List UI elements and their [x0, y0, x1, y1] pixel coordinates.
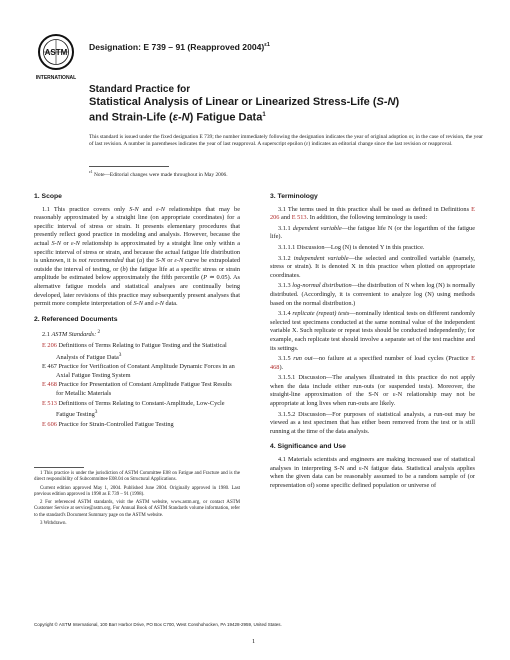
title-line-2: Statistical Analysis of Linear or Linearized Stress-Life (S-N) — [89, 96, 400, 108]
divider — [89, 166, 169, 167]
practice-link-e468[interactable]: E 468 — [270, 355, 476, 371]
right-column — [270, 193, 475, 492]
reference-code: E 467 — [42, 363, 57, 371]
footnote-3: 3 Withdrawn. — [40, 521, 67, 527]
designation: Designation: E 739 – 91 (Reapproved 2004)$^{\varepsilon 1}$ — [89, 42, 270, 52]
term-3-1-5-2: 3.1.5.2 Discussion—For purposes of statistical analysis, a run-out may be viewed as a test specimen that has either been removed from the test or is still running at the time of the data analysis. — [270, 410, 475, 435]
reference-item: E 468 Practice for Presentation of Constant Amplitude Fatigue Test Results for Metallic Materials — [42, 381, 232, 398]
footnote-1: 1 This practice is under the jurisdiction of ASTM Committee E08 on Fatigue and Fracture and is the direct responsibility of Subcommittee E08.04 on Structural Applications. — [34, 471, 240, 483]
footnote-divider — [34, 467, 84, 468]
reference-item: E 467 Practice for Verification of Constant Amplitude Dynamic Forces in an Axial Fatigue Testing System — [42, 363, 235, 379]
astm-logo-icon — [34, 32, 78, 82]
logo-text: INTERNATIONAL — [35, 75, 77, 81]
astm-standards-label: 2.1 ASTM Standards: $^2$ — [42, 329, 101, 339]
footnote-2: 2 For referenced ASTM standards, visit the ASTM website, www.astm.org, or contact ASTM Customer Service at service@astm.org. For Annual Book of ASTM Standards volume information, refer to the standard's Document Summary page on the ASTM website. — [34, 500, 240, 518]
title-line-3: and Strain-Life (ε-N) Fatigue Data$^1$ — [89, 111, 266, 124]
term-3-1-4: 3.1.4 replicate (repeat) tests—nominally identical tests on different randomly selected test specimens conducted at the same nominal value of the independent variable X. Such replicate or repeat tests should be conducted independently; for example, each replicate test should involve a separate set of the test machine and its settings. — [270, 310, 475, 352]
title-line-1: Standard Practice for — [89, 84, 191, 95]
reference-link[interactable]: E 513 — [42, 399, 57, 407]
reference-item: E 513 Definitions of Terms Relating to Constant-Amplitude, Low-Cycle Fatigue Testing$^3$ — [42, 399, 225, 419]
issued-statement: This standard is issued under the fixed designation E 739; the number immediately following the designation indicates the year of original adoption or, in the case of revision, the year of last revision. A number in parentheses indicates the year of last reapproval. A superscript epsilon (ε) indicates an editorial change since the last revision or reapproval. — [89, 134, 483, 147]
epsilon-note: $^{\varepsilon 1}$ Note—Editorial changes were made throughout in May 2006. — [89, 169, 228, 178]
scope-heading: 1. Scope — [34, 193, 62, 200]
term-3-1-2: 3.1.2 independent variable—the selected and controlled variable (namely, stress or strain). It is denoted X in this practice when plotted on appropriate coordinates. — [270, 254, 475, 279]
footnotes — [34, 471, 240, 529]
footnote-1-edition: Current edition approved May 1, 2004. Published June 2004. Originally approved in 1980. Last previous edition approved in 1998 as E 739 – 91 (1998). — [34, 485, 240, 497]
reference-link[interactable]: E 606 — [42, 420, 57, 428]
svg-text:ASTM: ASTM — [44, 48, 68, 57]
term-3-1-1-1: 3.1.1.1 Discussion—Log (N) is denoted Y in this practice. — [278, 243, 425, 251]
term-3-1: 3.1 The terms used in this practice shall be used as defined in Definitions E 206 and E 513. In addition, the following terminology is used: — [270, 205, 475, 222]
term-3-1-1: 3.1.1 dependent variable—the fatigue life N (or the logarithm of the fatigue life). — [270, 224, 475, 241]
reference-link[interactable]: E 206 — [42, 342, 57, 349]
reference-item: E 606 Practice for Strain-Controlled Fatigue Testing — [42, 420, 174, 428]
reference-list — [34, 342, 240, 430]
page-number: 1 — [252, 638, 256, 645]
title-block — [89, 84, 489, 125]
significance-heading: 4. Significance and Use — [270, 443, 346, 451]
left-column — [34, 193, 240, 431]
term-3-1-5-1: 3.1.5.1 Discussion—The analyses illustrated in this practice do not apply when the data include either run-outs (or suspended tests). Moreover, the straight-line approximation of the S-N or ε-N relationship may not be appropriate at long lives when run-outs are likely. — [270, 374, 475, 408]
term-3-1-5: 3.1.5 run out—no failure at a specified number of load cycles (Practice E 468). — [270, 355, 476, 371]
scope-paragraph: 1.1 This practice covers only S-N and ε-N relationships that may be reasonably approximated by a straight line (on appropriate coordinates) for a specific interval of stress or strain. It presents elementary procedures that presently reflect good practice in modeling and analysis. However, because the actual S-N or ε-N relationship is approximated by a straight line only within a specific interval of stress or strain, and because the actual fatigue life distribution is unknown, it is not recommended that (a) the S-N or ε-N curve be extrapolated outside the interval of testing, or (b) the fatigue life at a specific stress or strain amplitude be estimated below approximately the fifth percentile (P ≃ 0.05). As alternative fatigue models and statistical analyses are continually being developed, later revisions of this practice may subsequently present analyses that permit more complete interpretation of S-N and ε-N data. — [34, 205, 241, 308]
definition-link-e206[interactable]: E 206 — [270, 205, 475, 222]
significance-paragraph: 4.1 Materials scientists and engineers are making increased use of statistical analyses in interpreting S-N and ε-N fatigue data. Statistical analysis applies when the given data can be reasonably assumed to be a random sample of (or representation of) some specific defined population or universe of — [270, 456, 475, 489]
referenced-documents-heading: 2. Referenced Documents — [34, 315, 118, 323]
copyright-line: Copyright © ASTM International, 100 Barr Harbor Drive, PO Box C700, West Conshohocken, PA 19428-2959, United States. — [34, 622, 282, 627]
reference-link[interactable]: E 468 — [42, 381, 57, 389]
term-3-1-3: 3.1.3 log-normal distribution—the distribution of N when log (N) is normally distributed. (Accordingly, it is convenient to analyze log (N) using methods based on the normal distribution.) — [270, 282, 475, 307]
terminology-heading: 3. Terminology — [270, 193, 318, 200]
definition-link-e513[interactable]: E 513 — [291, 214, 307, 222]
reference-item: E 206 Definitions of Terms Relating to Fatigue Testing and the Statistical Analysis of Fatigue Data$^3$ — [42, 342, 227, 361]
